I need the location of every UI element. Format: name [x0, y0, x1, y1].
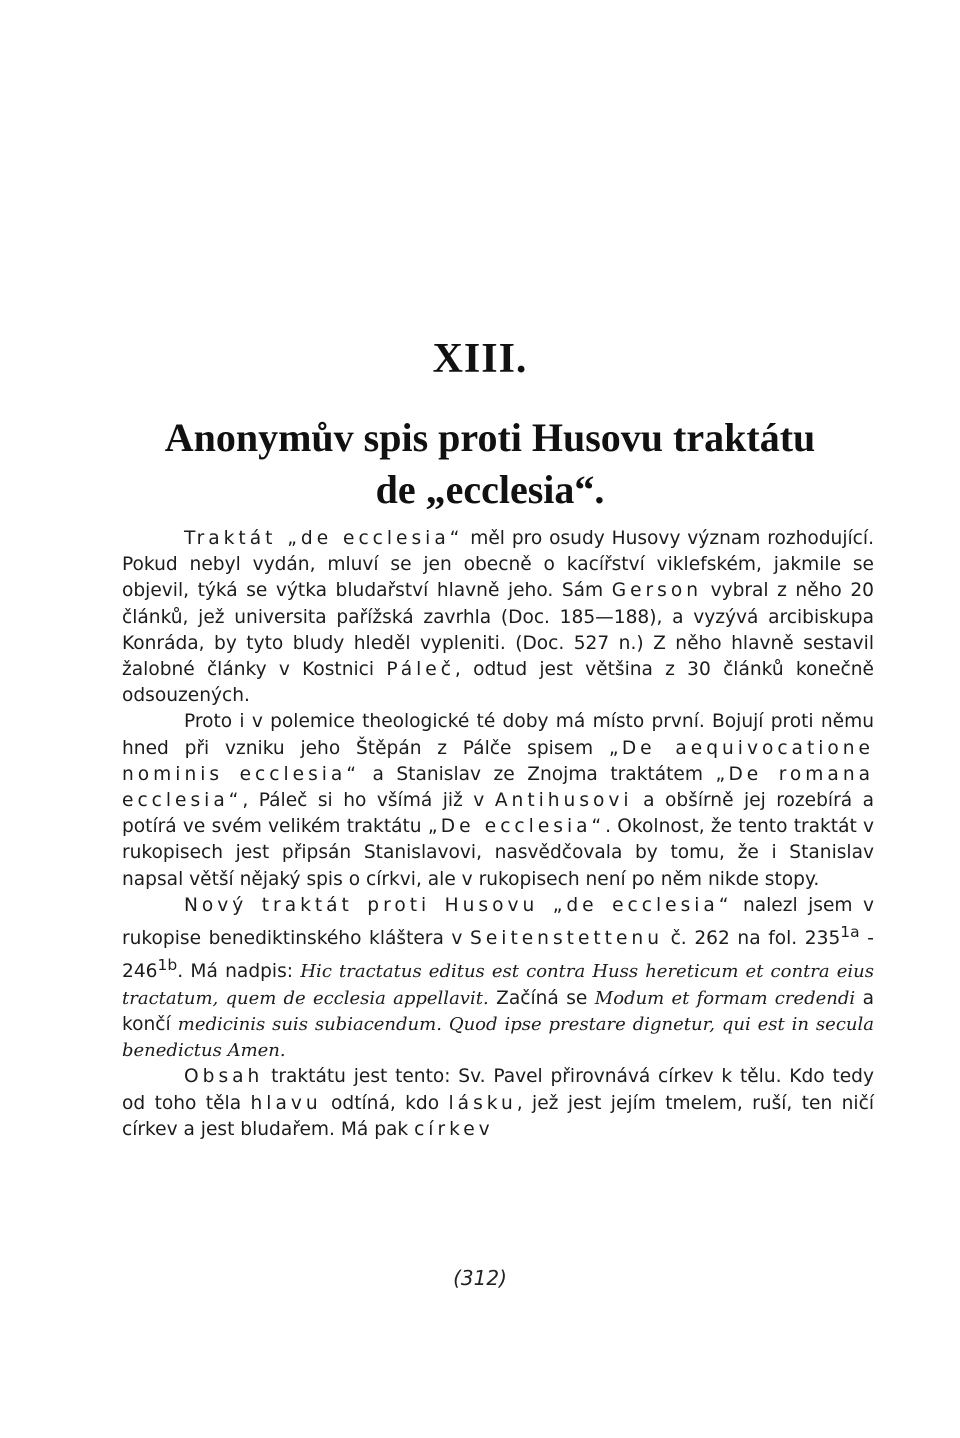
- superscript: 1b: [157, 956, 178, 975]
- chapter-title-line-1: Anonymův spis proti Husovu traktátu: [164, 415, 816, 460]
- spaced-text: Antihusovi: [494, 790, 633, 812]
- spaced-text: Páleč: [386, 659, 455, 681]
- spaced-text: hlavu: [250, 1092, 322, 1114]
- paragraph-1: [122, 526, 874, 709]
- chapter-title-line-2: de „ecclesia“.: [375, 467, 605, 512]
- italic-text: medicinis suis subiacendum. Quod ipse prestare dignetur, qui est in secula benedictus Amen.: [122, 1014, 874, 1062]
- text-run: , Páleč si ho všímá již v: [242, 790, 495, 812]
- paragraph-2: [122, 709, 874, 892]
- text-run: traktátu jest tento: Sv. Pavel přirovnává církev k tělu. Kdo tedy od toho těla: [122, 1066, 874, 1114]
- text-run: č. 262 na fol. 235: [662, 928, 841, 950]
- italic-text: Modum et formam credendi: [594, 987, 856, 1009]
- text-run: . Má nadpis:: [177, 961, 301, 983]
- spaced-text: Nový traktát proti Husovu „de ecclesia“: [184, 894, 733, 916]
- text-run: měl pro osudy Husovy význam rozhodující. Pokud nebyl vydán, mluví se jen obecně o kacířství viklefském, jakmile se objevil, týká se výtka bludařství hlavně jeho. Sám: [122, 528, 874, 602]
- text-run: Začíná se: [488, 987, 595, 1009]
- text-run: - 246: [122, 928, 874, 983]
- text-run: a obšírně jej rozebírá a potírá ve svém velikém traktátu: [122, 790, 874, 838]
- text-run: a Stanislav ze Znojma traktátem: [359, 763, 716, 785]
- italic-text: Hic tractatus editus est contra Huss hereticum et contra eius tractatum, quem de ecclesia appellavit.: [122, 961, 874, 1009]
- superscript: 1a: [840, 923, 860, 942]
- paragraph-3: [122, 893, 874, 1065]
- text-run: nalezl jsem v rukopise benediktinského kláštera v: [122, 894, 875, 950]
- spaced-text: „De ecclesia“: [427, 816, 606, 838]
- chapter-title: [140, 412, 840, 516]
- spaced-text: lásku: [448, 1092, 517, 1114]
- text-run: Proto i v polemice theologické té doby má místo první. Bojují proti němu hned při vzniku jeho Štěpán z Pálče spisem: [122, 711, 874, 759]
- spaced-text: „De romana ecclesia“: [122, 763, 874, 812]
- paragraph-4: [122, 1064, 874, 1143]
- spaced-text: Obsah: [184, 1066, 264, 1088]
- text-run: , jež jest jejím tmelem, ruší, ten ničí církev a jest bludařem. Má pak: [122, 1092, 874, 1140]
- chapter-number: XIII.: [432, 336, 528, 382]
- text-run: a končí: [122, 987, 875, 1036]
- page-number: (312): [453, 1266, 507, 1290]
- spaced-text: Seitenstettenu: [470, 928, 663, 950]
- text-run: , odtud jest většina z 30 článků konečně odsouzených.: [122, 659, 874, 707]
- spaced-text: církev: [414, 1118, 494, 1140]
- text-run: vybral z něho 20 článků, jež universita pařížská zavrhla (Doc. 185—188), a vyzývá arcibiskupa Konráda, by tyto bludy hleděl vypleniti. (Doc. 527 n.) Z něho hlavně sestavil žalobné články v Kostnici: [122, 580, 874, 681]
- spaced-text: „De aequivocatione nominis ecclesia“: [122, 737, 875, 785]
- spaced-text: Traktát „de ecclesia“: [184, 528, 464, 549]
- text-run: . Okolnost, že tento traktát v rukopisech jest připsán Stanislavovi, nasvědčovala by tomu, že i Stanislav napsal větší nějaký spis o církvi, ale v rukopisech není po něm nikde stopy.: [122, 816, 875, 890]
- text-run: odtíná, kdo: [321, 1092, 449, 1114]
- spaced-text: Gerson: [611, 580, 703, 602]
- body-text: [122, 526, 874, 1143]
